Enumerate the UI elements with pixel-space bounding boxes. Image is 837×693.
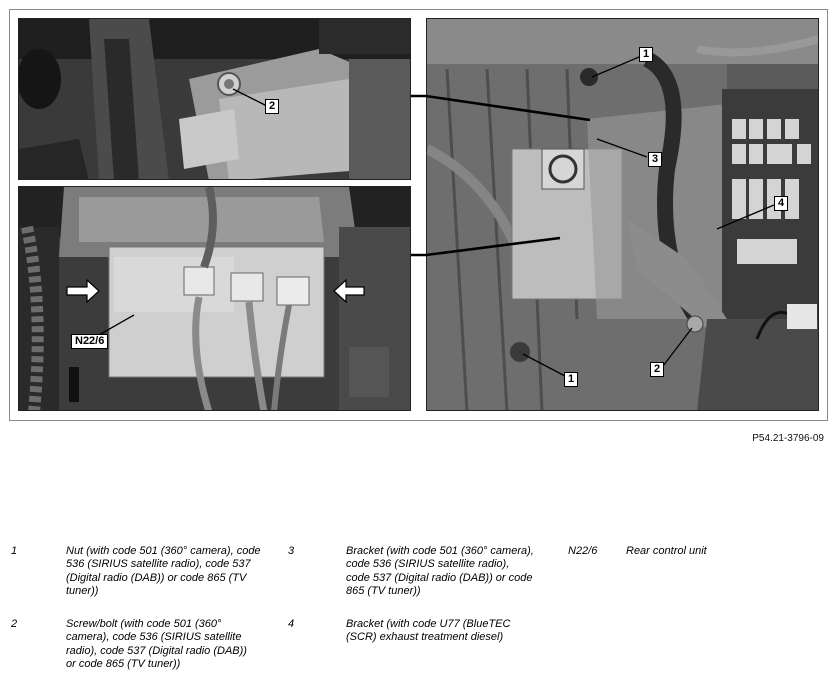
legend-key-1: 1	[11, 545, 18, 557]
callout-2-right: 2	[650, 362, 664, 377]
callout-1-top: 1	[639, 47, 653, 62]
callout-3: 3	[648, 152, 662, 167]
callout-1-bottom: 1	[564, 372, 578, 387]
figure-reference: P54.21-3796-09	[752, 433, 824, 444]
legend-text-n22-6: Rear control unit	[626, 545, 707, 557]
callout-2-top-left: 2	[265, 99, 279, 114]
legend-text-2: Screw/bolt (with code 501 (360° camera), code 536 (SIRIUS satellite radio), code 537 (Digital radio (DAB)) or code 865 (TV tuner))	[66, 618, 247, 671]
legend-text-4: Bracket (with code U77 (BlueTEC (SCR) exhaust treatment diesel)	[346, 618, 511, 644]
legend-key-4: 4	[288, 618, 295, 630]
legend-text-3: Bracket (with code 501 (360° camera), code 536 (SIRIUS satellite radio), code 537 (Digital radio (DAB)) or code 865 (TV tuner))	[346, 545, 534, 598]
legend-key-n22-6: N22/6	[568, 545, 598, 557]
legend-text-1: Nut (with code 501 (360° camera), code 536 (SIRIUS satellite radio), code 537 (Digital radio (DAB)) or code 865 (TV tuner))	[66, 545, 261, 598]
legend-key-2: 2	[11, 618, 18, 630]
legend-key-3: 3	[288, 545, 295, 557]
callout-n22-6: N22/6	[71, 334, 108, 349]
callout-4: 4	[774, 196, 788, 211]
